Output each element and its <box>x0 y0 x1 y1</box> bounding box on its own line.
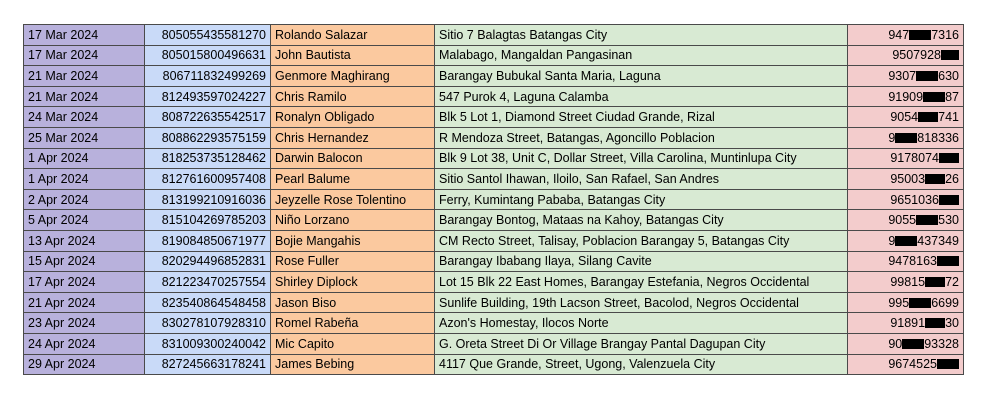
name-cell: John Bautista <box>271 45 435 66</box>
phone-visible-prefix: 9651036 <box>890 192 939 207</box>
id-cell: 808862293575159 <box>145 127 271 148</box>
table-row <box>24 25 964 46</box>
redaction-bar <box>909 298 931 308</box>
date-cell: 5 Apr 2024 <box>24 210 145 231</box>
name-cell: Mic Capito <box>271 333 435 354</box>
date-cell: 21 Mar 2024 <box>24 86 145 107</box>
phone-cell <box>848 189 964 210</box>
address-cell: R Mendoza Street, Batangas, Agoncillo Poblacion <box>435 127 848 148</box>
table-row <box>24 251 964 272</box>
phone-visible-prefix: 9054 <box>890 110 919 125</box>
name-cell: Shirley Diplock <box>271 272 435 293</box>
phone-visible-suffix: 7316 <box>931 27 959 42</box>
id-cell: 819084850671977 <box>145 230 271 251</box>
date-cell: 15 Apr 2024 <box>24 251 145 272</box>
redaction-bar <box>939 195 959 205</box>
table-row <box>24 45 964 66</box>
phone-visible-prefix: 95003 <box>890 171 926 186</box>
phone-visible-prefix: 9478163 <box>888 254 937 269</box>
name-cell: Jason Biso <box>271 292 435 313</box>
phone-visible-prefix: 995 <box>888 295 910 310</box>
date-cell: 21 Apr 2024 <box>24 292 145 313</box>
phone-cell <box>848 333 964 354</box>
table-row <box>24 169 964 190</box>
id-cell: 805055435581270 <box>145 25 271 46</box>
phone-visible-suffix: 630 <box>938 68 959 83</box>
phone-visible-suffix: 87 <box>945 89 959 104</box>
address-cell: Blk 9 Lot 38, Unit C, Dollar Street, Villa Carolina, Muntinlupa City <box>435 148 848 169</box>
phone-visible-prefix: 9055 <box>888 213 917 228</box>
phone-cell <box>848 66 964 87</box>
id-cell: 827245663178241 <box>145 354 271 375</box>
date-cell: 13 Apr 2024 <box>24 230 145 251</box>
redaction-bar <box>941 50 959 60</box>
name-cell: Pearl Balume <box>271 169 435 190</box>
phone-visible-suffix: 26 <box>945 171 959 186</box>
address-cell: Barangay Ibabang Ilaya, Silang Cavite <box>435 251 848 272</box>
id-cell: 820294496852831 <box>145 251 271 272</box>
name-cell: Darwin Balocon <box>271 148 435 169</box>
name-cell: Ronalyn Obligado <box>271 107 435 128</box>
address-cell: Barangay Bubukal Santa Maria, Laguna <box>435 66 848 87</box>
date-cell: 29 Apr 2024 <box>24 354 145 375</box>
name-cell: Genmore Maghirang <box>271 66 435 87</box>
date-cell: 25 Mar 2024 <box>24 127 145 148</box>
phone-visible-prefix: 91909 <box>888 89 924 104</box>
phone-cell <box>848 230 964 251</box>
redaction-bar <box>902 339 924 349</box>
phone-visible-prefix: 9 <box>888 130 896 145</box>
date-cell: 17 Mar 2024 <box>24 45 145 66</box>
redaction-bar <box>925 277 945 287</box>
phone-visible-prefix: 90 <box>888 336 903 351</box>
address-cell: 547 Purok 4, Laguna Calamba <box>435 86 848 107</box>
phone-visible-suffix: 437349 <box>917 233 959 248</box>
address-cell: Sitio Santol Ihawan, Iloilo, San Rafael, San Andres <box>435 169 848 190</box>
id-cell: 830278107928310 <box>145 313 271 334</box>
phone-cell <box>848 354 964 375</box>
id-cell: 805015800496631 <box>145 45 271 66</box>
phone-visible-prefix: 9307 <box>888 68 917 83</box>
phone-visible-suffix: 30 <box>945 316 959 331</box>
date-cell: 17 Mar 2024 <box>24 25 145 46</box>
table-row <box>24 66 964 87</box>
date-cell: 1 Apr 2024 <box>24 148 145 169</box>
date-cell: 24 Apr 2024 <box>24 333 145 354</box>
address-cell: Malabago, Mangaldan Pangasinan <box>435 45 848 66</box>
phone-cell <box>848 292 964 313</box>
name-cell: Jeyzelle Rose Tolentino <box>271 189 435 210</box>
phone-cell <box>848 25 964 46</box>
name-cell: Chris Hernandez <box>271 127 435 148</box>
name-cell: James Bebing <box>271 354 435 375</box>
address-cell: Barangay Bontog, Mataas na Kahoy, Batangas City <box>435 210 848 231</box>
phone-cell <box>848 45 964 66</box>
address-cell: Azon's Homestay, Ilocos Norte <box>435 313 848 334</box>
address-cell: Sunlife Building, 19th Lacson Street, Bacolod, Negros Occidental <box>435 292 848 313</box>
name-cell: Bojie Mangahis <box>271 230 435 251</box>
records-table <box>23 24 964 375</box>
redaction-bar <box>916 215 938 225</box>
records-table-body <box>24 25 964 375</box>
id-cell: 812493597024227 <box>145 86 271 107</box>
table-row <box>24 189 964 210</box>
table-row <box>24 354 964 375</box>
name-cell: Romel Rabeña <box>271 313 435 334</box>
redaction-bar <box>937 256 959 266</box>
id-cell: 821223470257554 <box>145 272 271 293</box>
id-cell: 815104269785203 <box>145 210 271 231</box>
table-row <box>24 272 964 293</box>
date-cell: 23 Apr 2024 <box>24 313 145 334</box>
table-row <box>24 230 964 251</box>
phone-visible-prefix: 9 <box>888 233 896 248</box>
phone-cell <box>848 313 964 334</box>
table-row <box>24 210 964 231</box>
phone-visible-prefix: 9507928 <box>892 48 941 63</box>
phone-cell <box>848 251 964 272</box>
phone-cell <box>848 169 964 190</box>
date-cell: 2 Apr 2024 <box>24 189 145 210</box>
phone-cell <box>848 210 964 231</box>
address-cell: Lot 15 Blk 22 East Homes, Barangay Estefania, Negros Occidental <box>435 272 848 293</box>
phone-cell <box>848 107 964 128</box>
id-cell: 831009300240042 <box>145 333 271 354</box>
redaction-bar <box>925 318 945 328</box>
phone-cell <box>848 127 964 148</box>
phone-visible-suffix: 6699 <box>931 295 959 310</box>
name-cell: Chris Ramilo <box>271 86 435 107</box>
phone-visible-suffix: 530 <box>938 213 959 228</box>
id-cell: 812761600957408 <box>145 169 271 190</box>
redaction-bar <box>895 133 917 143</box>
phone-visible-prefix: 9674525 <box>888 357 937 372</box>
id-cell: 808722635542517 <box>145 107 271 128</box>
redaction-bar <box>939 153 959 163</box>
table-row <box>24 292 964 313</box>
phone-visible-prefix: 9178074 <box>890 151 939 166</box>
name-cell: Rolando Salazar <box>271 25 435 46</box>
address-cell: 4117 Que Grande, Street, Ugong, Valenzuela City <box>435 354 848 375</box>
phone-cell <box>848 148 964 169</box>
table-row <box>24 148 964 169</box>
phone-visible-suffix: 93328 <box>924 336 959 351</box>
phone-cell <box>848 272 964 293</box>
redaction-bar <box>909 30 931 40</box>
table-row <box>24 86 964 107</box>
phone-visible-suffix: 72 <box>945 274 959 289</box>
phone-visible-suffix: 741 <box>938 110 959 125</box>
address-cell: G. Oreta Street Di Or Village Brangay Pantal Dagupan City <box>435 333 848 354</box>
address-cell: CM Recto Street, Talisay, Poblacion Barangay 5, Batangas City <box>435 230 848 251</box>
phone-visible-prefix: 947 <box>888 27 910 42</box>
phone-visible-prefix: 91891 <box>890 316 926 331</box>
address-cell: Blk 5 Lot 1, Diamond Street Ciudad Grande, Rizal <box>435 107 848 128</box>
redaction-bar <box>937 359 959 369</box>
phone-visible-prefix: 99815 <box>890 274 926 289</box>
date-cell: 21 Mar 2024 <box>24 66 145 87</box>
id-cell: 813199210916036 <box>145 189 271 210</box>
name-cell: Niño Lorzano <box>271 210 435 231</box>
date-cell: 17 Apr 2024 <box>24 272 145 293</box>
table-row <box>24 127 964 148</box>
redaction-bar <box>895 236 917 246</box>
address-cell: Sitio 7 Balagtas Batangas City <box>435 25 848 46</box>
date-cell: 1 Apr 2024 <box>24 169 145 190</box>
redaction-bar <box>918 112 938 122</box>
table-row <box>24 107 964 128</box>
id-cell: 823540864548458 <box>145 292 271 313</box>
date-cell: 24 Mar 2024 <box>24 107 145 128</box>
address-cell: Ferry, Kumintang Pababa, Batangas City <box>435 189 848 210</box>
id-cell: 818253735128462 <box>145 148 271 169</box>
id-cell: 806711832499269 <box>145 66 271 87</box>
redaction-bar <box>923 92 945 102</box>
redaction-bar <box>925 174 945 184</box>
phone-cell <box>848 86 964 107</box>
table-row <box>24 313 964 334</box>
phone-visible-suffix: 818336 <box>917 130 959 145</box>
table-row <box>24 333 964 354</box>
redaction-bar <box>916 71 938 81</box>
name-cell: Rose Fuller <box>271 251 435 272</box>
